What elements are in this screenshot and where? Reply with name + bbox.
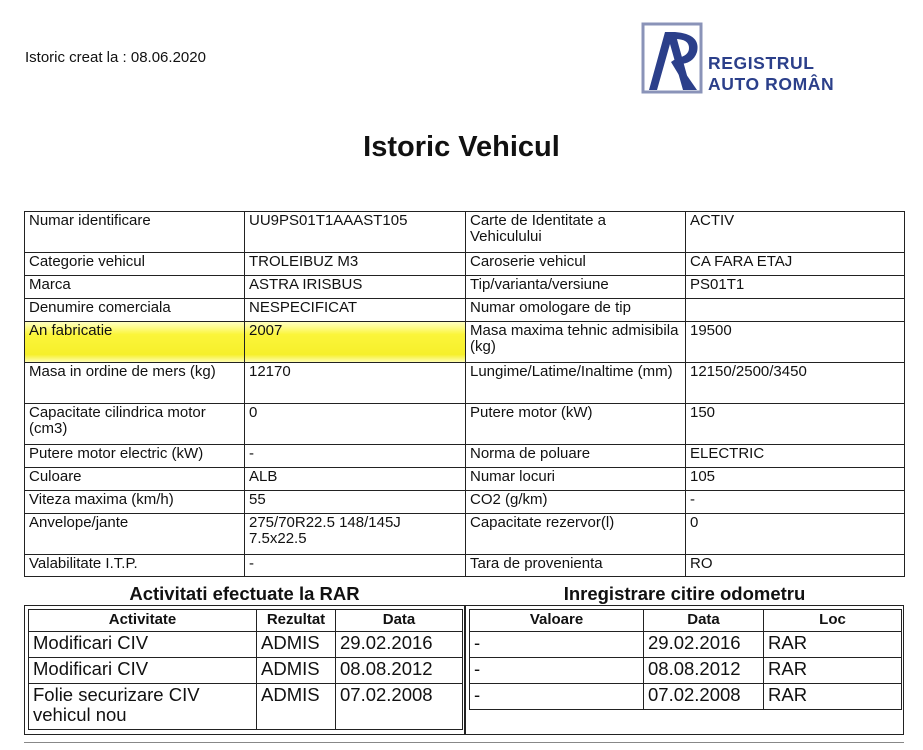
table-row xyxy=(470,684,902,710)
date-cell: 08.08.2012 xyxy=(336,658,463,684)
field-label: Tara de provenienta xyxy=(466,555,686,577)
result-cell: ADMIS xyxy=(257,658,336,684)
table-row xyxy=(25,404,905,445)
field-value: 0 xyxy=(686,514,905,555)
field-value: 0 xyxy=(245,404,466,445)
field-label: Numar locuri xyxy=(466,468,686,491)
field-value: RO xyxy=(686,555,905,577)
date-cell: 07.02.2008 xyxy=(336,684,463,730)
table-row xyxy=(25,253,905,276)
table-row xyxy=(25,363,905,404)
field-label: Norma de poluare xyxy=(466,445,686,468)
field-label: Culoare xyxy=(25,468,245,491)
field-value: ASTRA IRISBUS xyxy=(245,276,466,299)
field-value: 12150/2500/3450 xyxy=(686,363,905,404)
logo-line-1: REGISTRUL xyxy=(708,53,815,73)
created-date: Istoric creat la : 08.06.2020 xyxy=(25,49,206,66)
activity-cell: Folie securizare CIV vehicul nou xyxy=(29,684,257,730)
location-cell: RAR xyxy=(764,658,902,684)
field-value-highlighted: 2007 xyxy=(245,322,466,363)
field-label: Masa maxima tehnic admisibila (kg) xyxy=(466,322,686,363)
field-value: - xyxy=(245,445,466,468)
result-cell: ADMIS xyxy=(257,684,336,730)
field-value: 275/70R22.5 148/145J 7.5x22.5 xyxy=(245,514,466,555)
field-value: 105 xyxy=(686,468,905,491)
table-row xyxy=(29,684,463,730)
field-label: Valabilitate I.T.P. xyxy=(25,555,245,577)
field-label: Capacitate cilindrica motor (cm3) xyxy=(25,404,245,445)
vehicle-details-table xyxy=(24,211,905,577)
column-header: Data xyxy=(336,610,463,632)
field-value: TROLEIBUZ M3 xyxy=(245,253,466,276)
field-value: NESPECIFICAT xyxy=(245,299,466,322)
field-label: Capacitate rezervor(l) xyxy=(466,514,686,555)
field-label: Categorie vehicul xyxy=(25,253,245,276)
result-cell: ADMIS xyxy=(257,632,336,658)
column-header: Rezultat xyxy=(257,610,336,632)
field-label: Marca xyxy=(25,276,245,299)
field-value: - xyxy=(245,555,466,577)
column-header: Valoare xyxy=(470,610,644,632)
activities-table xyxy=(28,609,463,730)
activities-title: Activitati efectuate la RAR xyxy=(129,583,360,604)
field-label: Numar identificare xyxy=(25,212,245,253)
date-cell: 07.02.2008 xyxy=(644,684,764,710)
odometer-panel xyxy=(465,605,904,735)
column-header: Activitate xyxy=(29,610,257,632)
date-cell: 29.02.2016 xyxy=(644,632,764,658)
odometer-table xyxy=(469,609,902,710)
table-header-row xyxy=(29,610,463,632)
table-row xyxy=(470,632,902,658)
location-cell: RAR xyxy=(764,684,902,710)
field-label: Putere motor electric (kW) xyxy=(25,445,245,468)
rar-logo-icon xyxy=(641,22,705,100)
column-header: Data xyxy=(644,610,764,632)
field-value: ELECTRIC xyxy=(686,445,905,468)
field-value: 150 xyxy=(686,404,905,445)
table-row xyxy=(25,514,905,555)
table-row xyxy=(25,445,905,468)
field-label-highlighted: An fabricatie xyxy=(25,322,245,363)
field-label: Putere motor (kW) xyxy=(466,404,686,445)
column-header: Loc xyxy=(764,610,902,632)
table-row xyxy=(25,322,905,363)
table-row xyxy=(29,658,463,684)
value-cell: - xyxy=(470,684,644,710)
table-row xyxy=(470,658,902,684)
activity-cell: Modificari CIV xyxy=(29,632,257,658)
field-label: Caroserie vehicul xyxy=(466,253,686,276)
date-cell: 08.08.2012 xyxy=(644,658,764,684)
field-value: - xyxy=(686,491,905,514)
table-row xyxy=(29,632,463,658)
field-label: Viteza maxima (km/h) xyxy=(25,491,245,514)
field-value: CA FARA ETAJ xyxy=(686,253,905,276)
logo-line-2: AUTO ROMÂN xyxy=(708,74,835,94)
field-label: CO2 (g/km) xyxy=(466,491,686,514)
rar-logo xyxy=(641,22,851,100)
page-title: Istoric Vehicul xyxy=(363,131,560,163)
field-label: Tip/varianta/versiune xyxy=(466,276,686,299)
bottom-divider xyxy=(24,742,904,743)
date-cell: 29.02.2016 xyxy=(336,632,463,658)
table-row xyxy=(25,276,905,299)
field-value: 55 xyxy=(245,491,466,514)
activity-cell: Modificari CIV xyxy=(29,658,257,684)
field-value: ALB xyxy=(245,468,466,491)
field-value: PS01T1 xyxy=(686,276,905,299)
field-label: Denumire comerciala xyxy=(25,299,245,322)
field-label: Masa in ordine de mers (kg) xyxy=(25,363,245,404)
table-header-row xyxy=(470,610,902,632)
field-label: Anvelope/jante xyxy=(25,514,245,555)
field-label: Carte de Identitate a Vehiculului xyxy=(466,212,686,253)
field-value: 12170 xyxy=(245,363,466,404)
activities-panel xyxy=(24,605,465,735)
field-value xyxy=(686,299,905,322)
field-value: 19500 xyxy=(686,322,905,363)
table-row xyxy=(25,491,905,514)
field-label: Numar omologare de tip xyxy=(466,299,686,322)
table-row xyxy=(25,212,905,253)
field-value: ACTIV xyxy=(686,212,905,253)
value-cell: - xyxy=(470,632,644,658)
table-row xyxy=(25,299,905,322)
location-cell: RAR xyxy=(764,632,902,658)
table-row xyxy=(25,555,905,577)
odometer-title: Inregistrare citire odometru xyxy=(563,583,806,604)
table-row xyxy=(25,468,905,491)
value-cell: - xyxy=(470,658,644,684)
field-value: UU9PS01T1AAAST105 xyxy=(245,212,466,253)
field-label: Lungime/Latime/Inaltime (mm) xyxy=(466,363,686,404)
